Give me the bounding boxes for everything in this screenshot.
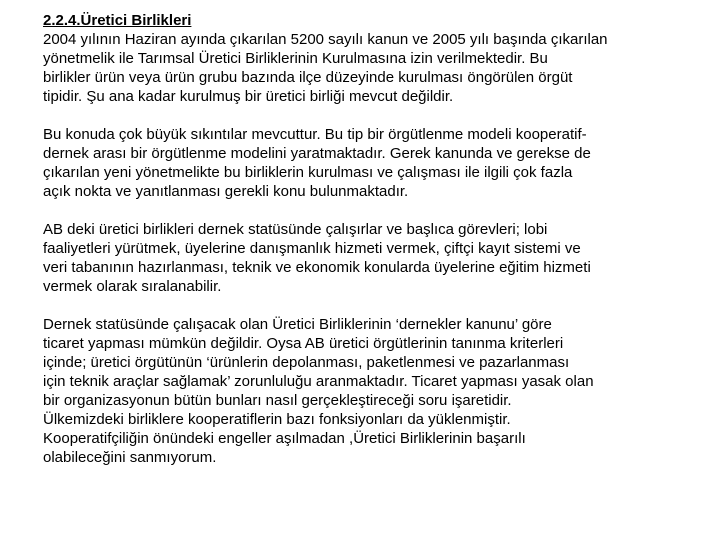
paragraph-4 [43,315,693,467]
paragraph-line: faaliyetleri yürütmek, üyelerine danışmanlık hizmeti vermek, çiftçi kayıt sistemi ve [43,240,581,257]
paragraph-2 [43,125,693,201]
paragraph-spacer [43,106,693,125]
paragraph-line: tipidir. Şu ana kadar kurulmuş bir üretici birliği mevcut değildir. [43,88,454,105]
paragraph-line: 2004 yılının Haziran ayında çıkarılan 5200 sayılı kanun ve 2005 yılı başında çıkarılan [43,31,608,48]
paragraph-line: içinde; üretici örgütünün ‘ürünlerin depolanması, paketlenmesi ve pazarlanması [43,354,570,371]
paragraph-line: yönetmelik ile Tarımsal Üretici Birliklerinin Kurulmasına izin verilmektedir. Bu [43,50,548,67]
paragraph-spacer [43,201,693,220]
paragraph-spacer [43,296,693,315]
paragraph-line: ticaret yapması mümkün değildir. Oysa AB üretici örgütlerinin tanınma kriterleri [43,335,564,352]
paragraph-line: AB deki üretici birlikleri dernek statüsünde çalışırlar ve başlıca görevleri; lobi [43,221,548,238]
paragraph-line: veri tabanının hazırlanması, teknik ve ekonomik konularda üyelerine eğitim hizmeti [43,259,591,276]
paragraph-line: Bu konuda çok büyük sıkıntılar mevcuttur. Bu tip bir örgütlenme modeli kooperatif- [43,126,587,143]
paragraph-1 [43,30,693,106]
section-title: 2.2.4.Üretici Birlikleri [43,12,192,29]
paragraph-line: çıkarılan yeni yönetmelikte bu birliklerin kurulması ve çalışması ile ilgili çok fazla [43,164,573,181]
document-body [43,11,693,467]
paragraph-line: dernek arası bir örgütlenme modelini yaratmaktadır. Gerek kanunda ve gerekse de [43,145,591,162]
paragraph-line: açık nokta ve yanıtlanması gerekli konu bulunmaktadır. [43,183,409,200]
paragraph-line: vermek olarak sıralanabilir. [43,278,222,295]
paragraph-line: Kooperatifçiliğin önündeki engeller aşılmadan ,Üretici Birliklerinin başarılı [43,430,526,447]
paragraph-line: birlikler ürün veya ürün grubu bazında ilçe düzeyinde kurulması öngörülen örgüt [43,69,573,86]
paragraph-line: bir organizasyonun bütün bunları nasıl gerçekleştireceği soru işaretidir. [43,392,512,409]
paragraph-line: Ülkemizdeki birliklere kooperatiflerin bazı fonksiyonları da yüklenmiştir. [43,411,511,428]
paragraph-line: olabileceğini sanmıyorum. [43,449,217,466]
paragraph-line: için teknik araçlar sağlamak’ zorunluluğu aranmaktadır. Ticaret yapması yasak olan [43,373,594,390]
paragraph-3 [43,220,693,296]
paragraph-line: Dernek statüsünde çalışacak olan Üretici Birliklerinin ‘dernekler kanunu’ göre [43,316,552,333]
